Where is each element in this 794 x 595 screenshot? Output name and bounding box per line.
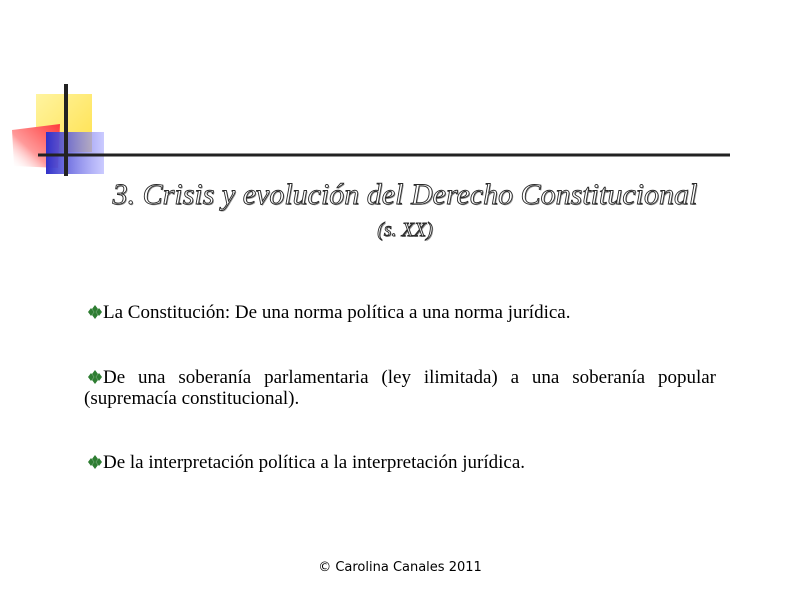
bullet-item — [84, 302, 716, 323]
bullet-text: De la interpretación política a la interpretación jurídica. — [103, 452, 526, 473]
slide-decoration — [0, 0, 794, 200]
diamond-bullet-icon — [84, 304, 102, 320]
blue-square — [46, 132, 104, 174]
footer-copyright: © Carolina Canales 2011 — [318, 560, 482, 575]
bullet-item — [84, 367, 716, 409]
bullet-text: La Constitución: De una norma política a una norma jurídica. — [103, 302, 571, 323]
bullet-item — [84, 452, 716, 473]
bullet-text: De una soberanía parlamentaria (ley ilimitada) a una soberanía popular (supremacía constitucional). — [84, 367, 716, 409]
diamond-bullet-icon — [84, 369, 102, 385]
slide-title: 3. Crisis y evolución del Derecho Constitucional — [112, 178, 698, 211]
diamond-bullet-icon — [84, 454, 102, 470]
slide-subtitle: (s. XX) — [377, 219, 433, 241]
